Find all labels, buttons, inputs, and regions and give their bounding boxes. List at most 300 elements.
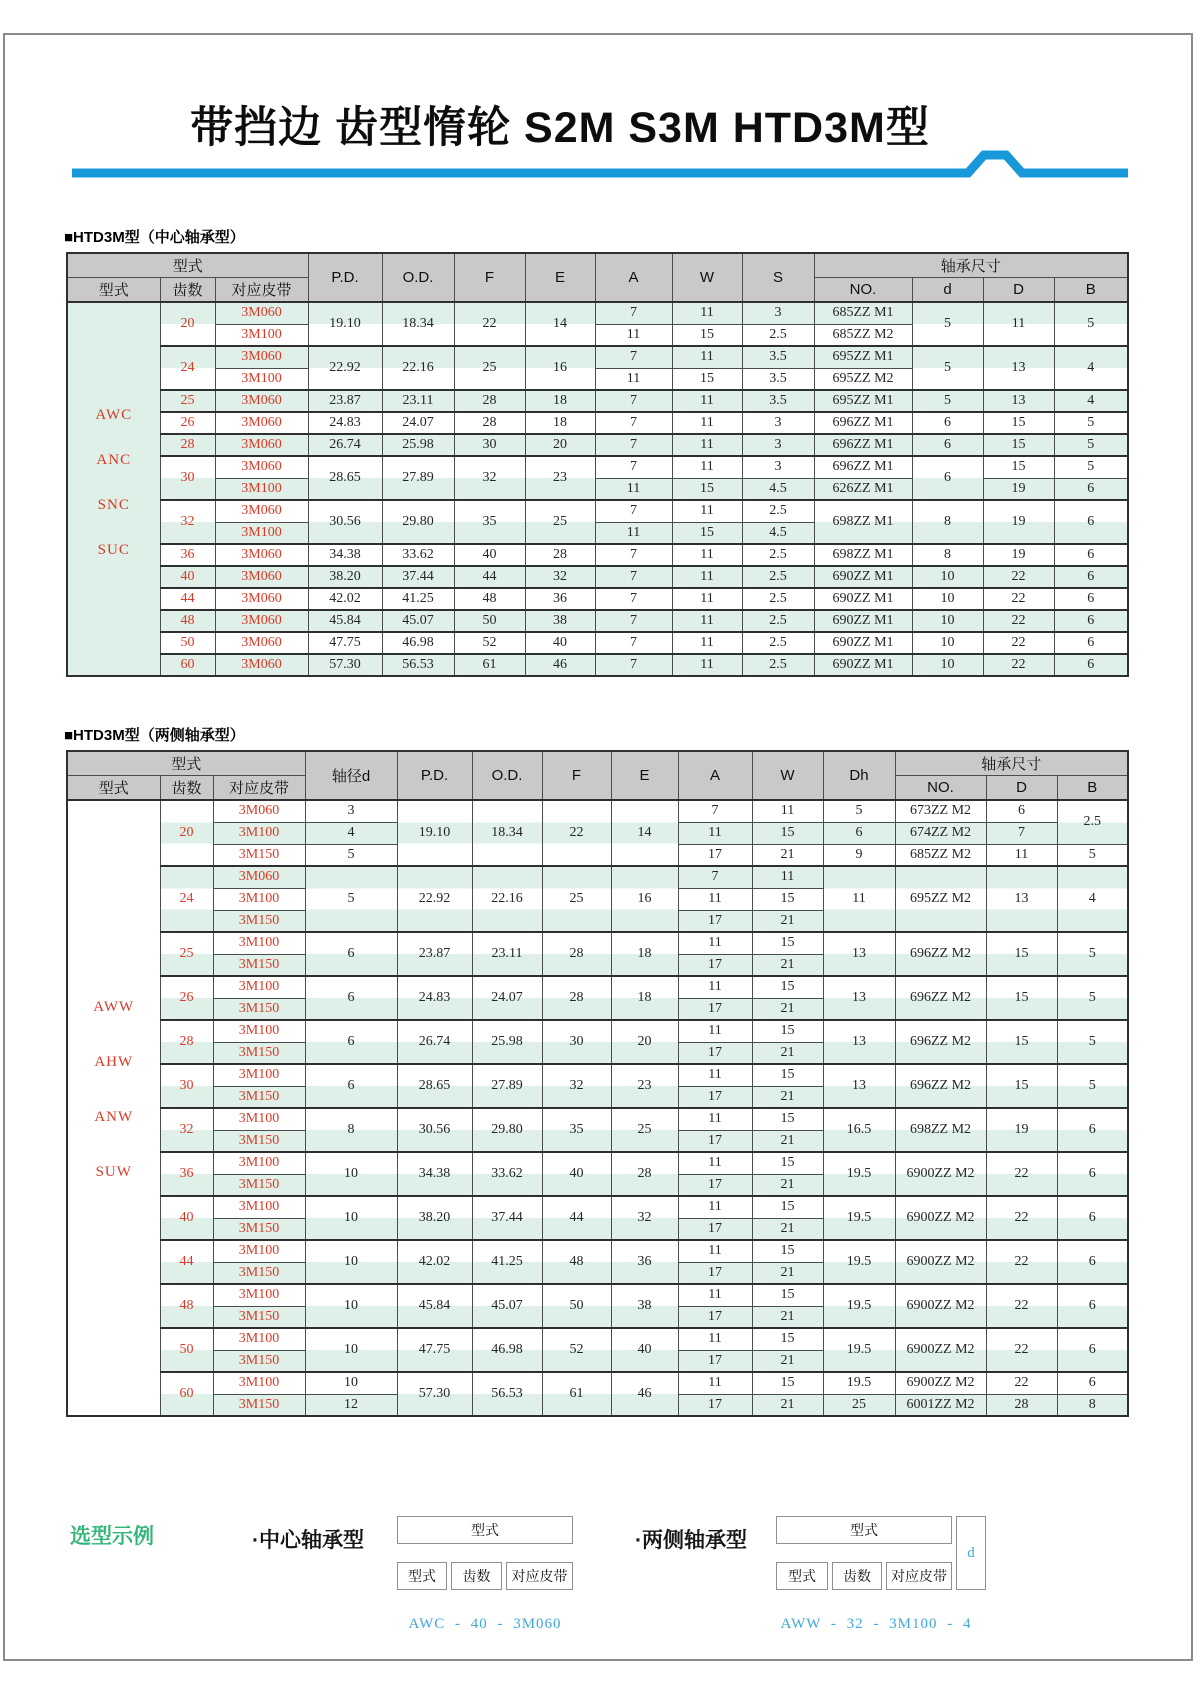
table-cell: 11 bbox=[983, 302, 1054, 346]
table-cell: 3.5 bbox=[742, 390, 814, 412]
table-cell: 28 bbox=[542, 976, 611, 1020]
table-cell: 21 bbox=[752, 1262, 823, 1284]
table-cell: 5 bbox=[305, 844, 397, 866]
table-cell: 15 bbox=[986, 976, 1057, 1020]
center-example-model-box: 型式 bbox=[397, 1562, 447, 1590]
table-cell: 60 bbox=[160, 654, 215, 676]
table-cell: 15 bbox=[752, 888, 823, 910]
column-header: 型式 bbox=[67, 253, 308, 278]
table-cell: 3M060 bbox=[215, 566, 308, 588]
table-cell: 3M100 bbox=[213, 1240, 305, 1262]
table-cell: 44 bbox=[542, 1196, 611, 1240]
table-cell: 3M100 bbox=[215, 522, 308, 544]
table-cell: 5 bbox=[1057, 1064, 1128, 1108]
table-cell: 5 bbox=[1057, 932, 1128, 976]
table-cell: 42.02 bbox=[308, 588, 382, 610]
table-cell: 33.62 bbox=[472, 1152, 542, 1196]
center-example-belt-box: 对应皮带 bbox=[506, 1562, 573, 1590]
table-cell: 11 bbox=[595, 368, 672, 390]
table-cell: 2.5 bbox=[742, 610, 814, 632]
table-cell: 11 bbox=[672, 544, 742, 566]
column-header: E bbox=[525, 253, 595, 302]
table-cell: 28 bbox=[986, 1394, 1057, 1416]
table-cell: 3M150 bbox=[213, 998, 305, 1020]
table-cell: 10 bbox=[305, 1284, 397, 1328]
table-cell: 15 bbox=[672, 324, 742, 346]
table-cell: 13 bbox=[986, 866, 1057, 932]
table-cell: 6 bbox=[1057, 1284, 1128, 1328]
table-cell: 3M060 bbox=[213, 800, 305, 822]
table-cell: 5 bbox=[1054, 302, 1128, 346]
table-cell: 15 bbox=[752, 1372, 823, 1394]
model-code: ANW bbox=[94, 1109, 134, 1125]
table-cell: 7 bbox=[595, 434, 672, 456]
table-cell: 3M060 bbox=[215, 610, 308, 632]
table-cell: 7 bbox=[595, 412, 672, 434]
column-header: B bbox=[1054, 278, 1128, 303]
table-cell: 22 bbox=[986, 1152, 1057, 1196]
table-cell: 32 bbox=[160, 1108, 213, 1152]
table-cell: 46 bbox=[525, 654, 595, 676]
table-cell: 7 bbox=[595, 500, 672, 522]
table-cell: 11 bbox=[752, 866, 823, 888]
table-cell: 11 bbox=[672, 588, 742, 610]
column-header: 轴承尺寸 bbox=[895, 751, 1128, 776]
table-cell: 6 bbox=[305, 932, 397, 976]
table-cell: 15 bbox=[986, 1064, 1057, 1108]
table-cell: 3M150 bbox=[213, 1174, 305, 1196]
table-cell: 18.34 bbox=[382, 302, 454, 346]
table-cell: 13 bbox=[983, 346, 1054, 390]
table-cell: 7 bbox=[595, 654, 672, 676]
table-cell: 4 bbox=[1054, 346, 1128, 390]
table-cell: 15 bbox=[672, 368, 742, 390]
table-cell: 3M150 bbox=[213, 1350, 305, 1372]
table-cell: 696ZZ M1 bbox=[814, 456, 912, 478]
table-cell: 10 bbox=[912, 566, 983, 588]
table-cell: 3M060 bbox=[215, 588, 308, 610]
table-cell: 17 bbox=[678, 1394, 752, 1416]
table-cell: 2.5 bbox=[742, 632, 814, 654]
table-cell: 46 bbox=[611, 1372, 678, 1416]
table-cell: 5 bbox=[1057, 1020, 1128, 1064]
table-cell: 4.5 bbox=[742, 478, 814, 500]
table-cell: 24 bbox=[160, 346, 215, 390]
table-cell: 2.5 bbox=[742, 500, 814, 522]
table-cell: 695ZZ M1 bbox=[814, 346, 912, 368]
table-cell: 18 bbox=[525, 412, 595, 434]
table-cell: 26.74 bbox=[397, 1020, 472, 1064]
table-cell: 3M100 bbox=[213, 1020, 305, 1042]
table-cell: 35 bbox=[542, 1108, 611, 1152]
table-row bbox=[67, 1284, 1128, 1306]
table-cell: 6 bbox=[1054, 566, 1128, 588]
table-cell: 5 bbox=[1057, 976, 1128, 1020]
table-cell: 696ZZ M2 bbox=[895, 1064, 986, 1108]
table-cell: 26 bbox=[160, 412, 215, 434]
model-code: SUW bbox=[95, 1164, 132, 1180]
table-cell: 48 bbox=[160, 1284, 213, 1328]
table-cell: 21 bbox=[752, 954, 823, 976]
table-cell: 28 bbox=[542, 932, 611, 976]
table-cell: 15 bbox=[983, 456, 1054, 478]
table-cell: 8 bbox=[1057, 1394, 1128, 1416]
table-cell: 18 bbox=[611, 976, 678, 1020]
table-cell: 25.98 bbox=[472, 1020, 542, 1064]
header-row bbox=[67, 751, 1128, 776]
table-cell: 3M150 bbox=[213, 1218, 305, 1240]
table-cell: 3M060 bbox=[215, 654, 308, 676]
table-row bbox=[67, 1152, 1128, 1174]
table-cell: 21 bbox=[752, 1306, 823, 1328]
table-cell: 10 bbox=[305, 1328, 397, 1372]
table-cell: 10 bbox=[305, 1372, 397, 1394]
table-cell: 57.30 bbox=[308, 654, 382, 676]
table-cell: 3M150 bbox=[213, 1394, 305, 1416]
table-cell: 21 bbox=[752, 998, 823, 1020]
table-cell: 6 bbox=[1054, 500, 1128, 544]
table-cell: 61 bbox=[542, 1372, 611, 1416]
center-example-teeth-box: 齿数 bbox=[451, 1562, 502, 1590]
column-header: W bbox=[672, 253, 742, 302]
column-header: 型式 bbox=[67, 776, 160, 801]
table-cell: 50 bbox=[160, 632, 215, 654]
table-cell: 10 bbox=[912, 610, 983, 632]
column-header: F bbox=[542, 751, 611, 800]
table-cell: 10 bbox=[305, 1196, 397, 1240]
table-cell: 696ZZ M2 bbox=[895, 976, 986, 1020]
table-cell: 36 bbox=[160, 544, 215, 566]
table-cell: 26.74 bbox=[308, 434, 382, 456]
column-header: 齿数 bbox=[160, 776, 213, 801]
table-cell: 30 bbox=[542, 1020, 611, 1064]
table-cell: 29.80 bbox=[472, 1108, 542, 1152]
table-cell: 11 bbox=[672, 500, 742, 522]
table-cell: 44 bbox=[454, 566, 525, 588]
table-cell: 41.25 bbox=[382, 588, 454, 610]
table-cell: 16 bbox=[525, 346, 595, 390]
table-cell: 685ZZ M2 bbox=[814, 324, 912, 346]
table-cell: 7 bbox=[595, 588, 672, 610]
table-cell: 11 bbox=[672, 434, 742, 456]
table-cell: 696ZZ M2 bbox=[895, 1020, 986, 1064]
table-cell: 698ZZ M1 bbox=[814, 544, 912, 566]
table-cell: 4.5 bbox=[742, 522, 814, 544]
table-cell: 11 bbox=[678, 888, 752, 910]
table-cell: 15 bbox=[752, 1152, 823, 1174]
table-cell: 60 bbox=[160, 1372, 213, 1416]
table-cell: 22 bbox=[986, 1372, 1057, 1394]
header-row bbox=[67, 253, 1128, 278]
table-cell: 22 bbox=[983, 610, 1054, 632]
table-cell: 11 bbox=[672, 654, 742, 676]
table-cell: 24 bbox=[160, 866, 213, 932]
table-cell: 6900ZZ M2 bbox=[895, 1328, 986, 1372]
table-cell: 6 bbox=[1057, 1372, 1128, 1394]
table-cell: 50 bbox=[160, 1328, 213, 1372]
table-row bbox=[67, 412, 1128, 434]
table-cell: 3 bbox=[742, 412, 814, 434]
table-cell: 6 bbox=[1054, 632, 1128, 654]
table-cell: 3M150 bbox=[213, 1086, 305, 1108]
table-cell: 17 bbox=[678, 1086, 752, 1108]
table-cell: 12 bbox=[305, 1394, 397, 1416]
table-cell: 5 bbox=[912, 302, 983, 346]
model-code: SUC bbox=[97, 542, 130, 558]
table-cell: 22 bbox=[983, 632, 1054, 654]
table-row bbox=[67, 654, 1128, 676]
table-cell: 24.07 bbox=[472, 976, 542, 1020]
table-cell: 46.98 bbox=[382, 632, 454, 654]
table-cell: 7 bbox=[678, 800, 752, 822]
column-header: 轴径d bbox=[305, 751, 397, 800]
table-cell: 698ZZ M1 bbox=[814, 500, 912, 544]
table-cell: 11 bbox=[752, 800, 823, 822]
table-row bbox=[67, 800, 1128, 822]
table-cell: 20 bbox=[525, 434, 595, 456]
table-cell: 32 bbox=[160, 500, 215, 544]
table-cell: 11 bbox=[595, 522, 672, 544]
table-cell: 21 bbox=[752, 844, 823, 866]
table-cell: 15 bbox=[752, 1108, 823, 1130]
table-cell: 19.5 bbox=[823, 1196, 895, 1240]
table-cell: 3M060 bbox=[215, 544, 308, 566]
table-cell: 15 bbox=[983, 434, 1054, 456]
table-cell: 11 bbox=[678, 976, 752, 998]
table-cell: 11 bbox=[672, 302, 742, 324]
model-code: ANC bbox=[96, 452, 132, 468]
table-row bbox=[67, 566, 1128, 588]
table-cell: 24.83 bbox=[397, 976, 472, 1020]
table-cell: 10 bbox=[305, 1152, 397, 1196]
model-code: SNC bbox=[97, 497, 130, 513]
table-cell: 695ZZ M2 bbox=[814, 368, 912, 390]
table-cell: 19 bbox=[983, 544, 1054, 566]
side-bearing-example-label: ·两侧轴承型 bbox=[635, 1529, 747, 1552]
table-cell: 8 bbox=[305, 1108, 397, 1152]
table-cell: 17 bbox=[678, 1174, 752, 1196]
table-cell: 44 bbox=[160, 588, 215, 610]
table-cell: 30 bbox=[160, 456, 215, 500]
table-cell: 45.84 bbox=[308, 610, 382, 632]
table-cell: 17 bbox=[678, 1350, 752, 1372]
table-cell: 11 bbox=[678, 822, 752, 844]
table-cell: 11 bbox=[823, 866, 895, 932]
table-cell: 6 bbox=[1054, 478, 1128, 500]
table-cell: 3M100 bbox=[215, 478, 308, 500]
table-cell: 22.16 bbox=[382, 346, 454, 390]
table-cell: 15 bbox=[672, 522, 742, 544]
table-cell: 6 bbox=[305, 976, 397, 1020]
table-cell: 25 bbox=[611, 1108, 678, 1152]
table-cell: 3M150 bbox=[213, 954, 305, 976]
table-cell: 11 bbox=[672, 610, 742, 632]
table-cell: 8 bbox=[912, 544, 983, 566]
table-row bbox=[67, 1020, 1128, 1042]
table-cell: 10 bbox=[912, 632, 983, 654]
table-cell: 22 bbox=[986, 1284, 1057, 1328]
table-cell: 3M060 bbox=[213, 866, 305, 888]
table-cell: 17 bbox=[678, 954, 752, 976]
table-cell: 17 bbox=[678, 998, 752, 1020]
table-cell: 57.30 bbox=[397, 1372, 472, 1416]
table-cell: 45.07 bbox=[472, 1284, 542, 1328]
table-cell: 21 bbox=[752, 1394, 823, 1416]
table-cell: 19.5 bbox=[823, 1152, 895, 1196]
table-cell: 8 bbox=[912, 500, 983, 544]
table-cell: 3M060 bbox=[215, 456, 308, 478]
table-cell: 6 bbox=[1057, 1152, 1128, 1196]
column-header: NO. bbox=[814, 278, 912, 303]
table-cell: 7 bbox=[986, 822, 1057, 844]
table-cell: 7 bbox=[595, 390, 672, 412]
table-cell: 19.5 bbox=[823, 1284, 895, 1328]
table-cell: 690ZZ M1 bbox=[814, 632, 912, 654]
table-cell: 5 bbox=[912, 346, 983, 390]
table-cell: 11 bbox=[678, 1240, 752, 1262]
table-cell: 22 bbox=[983, 654, 1054, 676]
table-cell: 32 bbox=[525, 566, 595, 588]
table-cell: 13 bbox=[823, 1064, 895, 1108]
table-cell: 3 bbox=[742, 302, 814, 324]
table-cell: 7 bbox=[678, 866, 752, 888]
table-cell: 10 bbox=[912, 654, 983, 676]
table-cell: 48 bbox=[542, 1240, 611, 1284]
table-cell: 10 bbox=[305, 1240, 397, 1284]
table-cell: 42.02 bbox=[397, 1240, 472, 1284]
table-cell: 5 bbox=[912, 390, 983, 412]
table-cell: 16 bbox=[611, 866, 678, 932]
table-cell: 28.65 bbox=[308, 456, 382, 500]
table-cell: 15 bbox=[752, 1284, 823, 1306]
table-cell: 2.5 bbox=[742, 544, 814, 566]
table-cell: 3M100 bbox=[213, 888, 305, 910]
table-cell: 24.83 bbox=[308, 412, 382, 434]
table-row bbox=[67, 346, 1128, 368]
table-row bbox=[67, 610, 1128, 632]
table-cell: 11 bbox=[678, 1108, 752, 1130]
table-cell: 19.5 bbox=[823, 1240, 895, 1284]
column-header: B bbox=[1057, 776, 1128, 801]
table-cell: 21 bbox=[752, 1042, 823, 1064]
table-cell: 7 bbox=[595, 566, 672, 588]
column-header: Dh bbox=[823, 751, 895, 800]
table-cell: 47.75 bbox=[397, 1328, 472, 1372]
table-cell: 29.80 bbox=[382, 500, 454, 544]
table-cell: 11 bbox=[678, 1020, 752, 1042]
table-cell: 18.34 bbox=[472, 800, 542, 866]
table-cell: 6 bbox=[912, 412, 983, 434]
table-cell: 48 bbox=[454, 588, 525, 610]
table-cell: 690ZZ M1 bbox=[814, 610, 912, 632]
table-cell: 14 bbox=[611, 800, 678, 866]
table-row bbox=[67, 588, 1128, 610]
table-cell: 696ZZ M1 bbox=[814, 434, 912, 456]
table-cell: 26 bbox=[160, 976, 213, 1020]
table-cell: 3M100 bbox=[213, 1372, 305, 1394]
table-cell: 6 bbox=[823, 822, 895, 844]
table-cell: 40 bbox=[525, 632, 595, 654]
table-cell: 7 bbox=[595, 346, 672, 368]
table-cell: 3M150 bbox=[213, 1042, 305, 1064]
table-cell: 11 bbox=[678, 1152, 752, 1174]
table-cell: 38 bbox=[525, 610, 595, 632]
center-example-type-box: 型式 bbox=[397, 1516, 573, 1544]
table-cell: 3.5 bbox=[742, 368, 814, 390]
table-cell: 4 bbox=[305, 822, 397, 844]
table-cell: 3M100 bbox=[213, 976, 305, 998]
table-cell: 32 bbox=[611, 1196, 678, 1240]
table-cell: 5 bbox=[1054, 456, 1128, 478]
table-cell: 34.38 bbox=[397, 1152, 472, 1196]
side-example-teeth-box: 齿数 bbox=[832, 1562, 882, 1590]
table-cell: 15 bbox=[752, 1328, 823, 1350]
center-example-code: AWC - 40 - 3M060 bbox=[408, 1616, 562, 1632]
table-cell: 15 bbox=[752, 976, 823, 998]
table-cell: 23.87 bbox=[397, 932, 472, 976]
table-cell: 4 bbox=[1054, 390, 1128, 412]
table-cell: 15 bbox=[752, 822, 823, 844]
table-cell: 7 bbox=[595, 632, 672, 654]
table-cell: 22 bbox=[986, 1328, 1057, 1372]
table-cell: 25 bbox=[542, 866, 611, 932]
table-cell: 11 bbox=[672, 566, 742, 588]
table-cell: 13 bbox=[983, 390, 1054, 412]
table-cell: 11 bbox=[678, 1284, 752, 1306]
section-center-bearing-label: ■HTD3M型（中心轴承型） bbox=[64, 229, 245, 246]
table-cell: 3M150 bbox=[213, 1262, 305, 1284]
table-cell: 6 bbox=[1054, 610, 1128, 632]
table-cell: 3M100 bbox=[213, 1284, 305, 1306]
table-cell: 21 bbox=[752, 1086, 823, 1108]
table-cell: 3M150 bbox=[213, 1306, 305, 1328]
table-cell: 11 bbox=[678, 1196, 752, 1218]
table-cell: 3M150 bbox=[213, 844, 305, 866]
table-cell: 15 bbox=[752, 1196, 823, 1218]
table-cell: 3.5 bbox=[742, 346, 814, 368]
table-cell: 3 bbox=[742, 434, 814, 456]
table-cell: 28 bbox=[160, 434, 215, 456]
table-cell: 22 bbox=[542, 800, 611, 866]
table-cell: 28 bbox=[454, 412, 525, 434]
table-cell: 45.84 bbox=[397, 1284, 472, 1328]
table-cell: 25.98 bbox=[382, 434, 454, 456]
table-cell: 7 bbox=[595, 610, 672, 632]
table-cell: 40 bbox=[542, 1152, 611, 1196]
table-cell: 6001ZZ M2 bbox=[895, 1394, 986, 1416]
table-cell: 30 bbox=[454, 434, 525, 456]
table-cell: 17 bbox=[678, 1130, 752, 1152]
table-cell: 17 bbox=[678, 1306, 752, 1328]
table-cell: 3M100 bbox=[213, 932, 305, 954]
model-code: AHW bbox=[94, 1054, 134, 1070]
table-cell: 3 bbox=[305, 800, 397, 822]
table-cell: 685ZZ M1 bbox=[814, 302, 912, 324]
table-cell: 15 bbox=[752, 1064, 823, 1086]
table-cell: 11 bbox=[672, 412, 742, 434]
table-cell: 23.87 bbox=[308, 390, 382, 412]
table-cell: 25 bbox=[823, 1394, 895, 1416]
table-cell: 48 bbox=[160, 610, 215, 632]
table-cell: 695ZZ M1 bbox=[814, 390, 912, 412]
table-cell: 24.07 bbox=[382, 412, 454, 434]
table-cell: 16.5 bbox=[823, 1108, 895, 1152]
table-cell: 56.53 bbox=[472, 1372, 542, 1416]
table-cell: 626ZZ M1 bbox=[814, 478, 912, 500]
table-cell: 21 bbox=[752, 1174, 823, 1196]
table-cell: 2.5 bbox=[1057, 800, 1128, 844]
table-cell: 20 bbox=[611, 1020, 678, 1064]
